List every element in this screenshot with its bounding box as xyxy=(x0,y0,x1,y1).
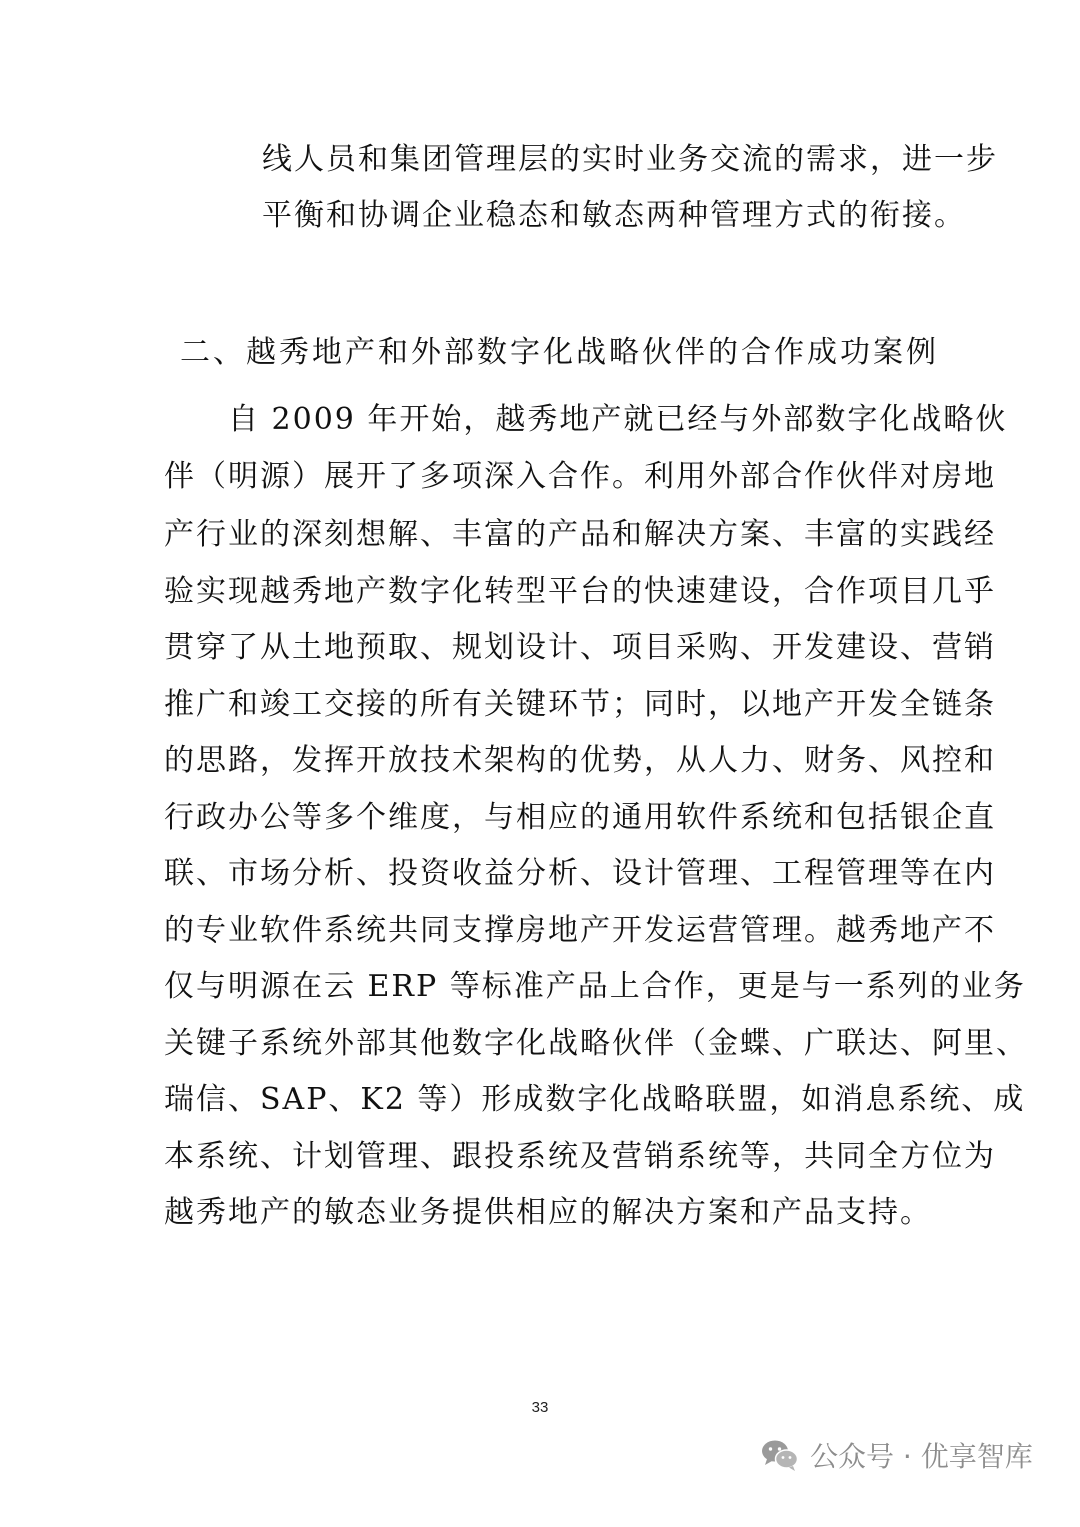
paragraph-line: 的思路，发挥开放技术架构的优势，从人力、财务、风控和 xyxy=(164,743,996,778)
watermark xyxy=(760,1430,1033,1480)
paragraph-line: 推广和竣工交接的所有关键环节；同时，以地产开发全链条 xyxy=(164,687,996,722)
text-line: 平衡和协调企业稳态和敏态两种管理方式的衔接。 xyxy=(262,198,966,233)
text-line: 线人员和集团管理层的实时业务交流的需求，进一步 xyxy=(262,142,998,177)
section-heading: 二、越秀地产和外部数字化战略伙伴的合作成功案例 xyxy=(180,335,939,370)
paragraph-line: 仅与明源在云 ERP 等标准产品上合作，更是与一系列的业务 xyxy=(164,969,1026,1004)
paragraph-line: 验实现越秀地产数字化转型平台的快速建设，合作项目几乎 xyxy=(164,574,996,609)
paragraph-line: 本系统、计划管理、跟投系统及营销系统等，共同全方位为 xyxy=(164,1139,996,1174)
paragraph-line: 自 2009 年开始，越秀地产就已经与外部数字化战略伙 xyxy=(228,402,1008,437)
paragraph-line: 的专业软件系统共同支撑房地产开发运营管理。越秀地产不 xyxy=(164,913,996,948)
paragraph-line: 越秀地产的敏态业务提供相应的解决方案和产品支持。 xyxy=(164,1195,932,1230)
paragraph-line: 瑞信、SAP、K2 等）形成数字化战略联盟，如消息系统、成 xyxy=(164,1082,1026,1117)
paragraph-line: 贯穿了从土地预取、规划设计、项目采购、开发建设、营销 xyxy=(164,630,996,665)
wechat-icon xyxy=(760,1438,800,1472)
paragraph-line: 伴（明源）展开了多项深入合作。利用外部合作伙伴对房地 xyxy=(164,459,996,494)
page-number: 33 xyxy=(531,1399,549,1416)
paragraph-line: 产行业的深刻想解、丰富的产品和解决方案、丰富的实践经 xyxy=(164,517,996,552)
paragraph-line: 关键子系统外部其他数字化战略伙伴（金蝶、广联达、阿里、 xyxy=(164,1026,1028,1061)
watermark-text: 公众号 · 优享智库 xyxy=(810,1440,1033,1473)
paragraph-line: 行政办公等多个维度，与相应的通用软件系统和包括银企直 xyxy=(164,800,996,835)
paragraph-line: 联、市场分析、投资收益分析、设计管理、工程管理等在内 xyxy=(164,856,996,891)
